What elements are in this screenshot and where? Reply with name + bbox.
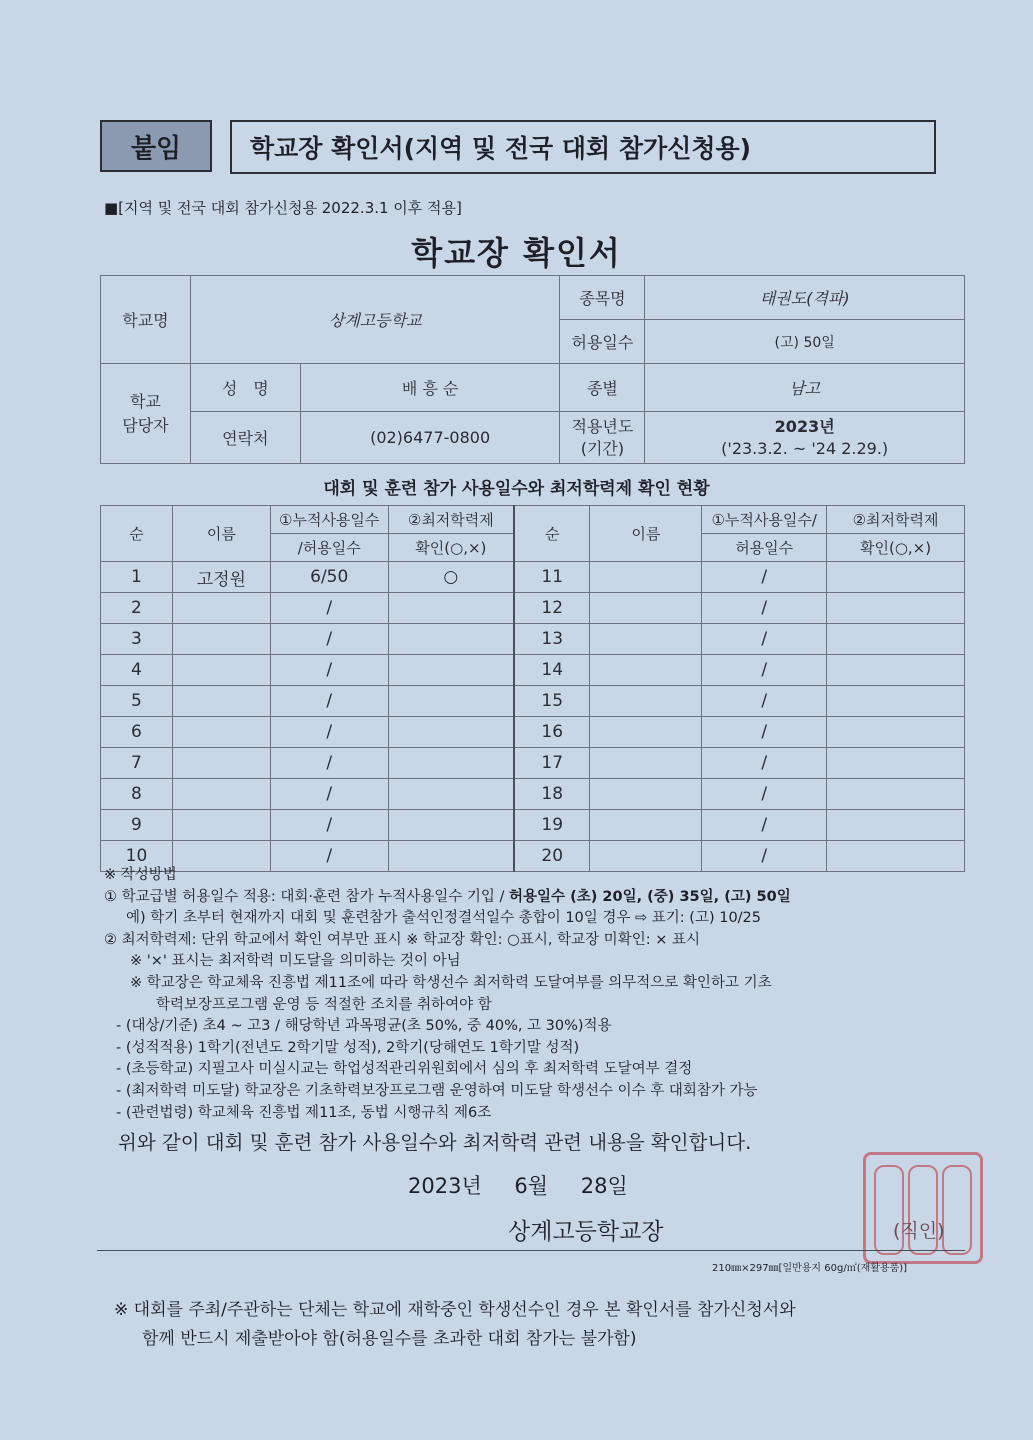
instruction-bold: 허용일수 (초) 20일, (중) 35일, (고) 50일 bbox=[509, 888, 791, 905]
row-check-2 bbox=[827, 779, 965, 810]
row-no-2: 17 bbox=[514, 748, 590, 779]
row-check-2 bbox=[827, 655, 965, 686]
instruction-line: - (관련법령) 학교체육 진흥법 제11조, 동법 시행규칙 제6조 bbox=[116, 1104, 492, 1121]
row-check-2 bbox=[827, 624, 965, 655]
header-min-2: 확인(○,×) bbox=[388, 534, 514, 562]
row-no-2: 12 bbox=[514, 593, 590, 624]
contact-value: (02)6477-0800 bbox=[300, 412, 560, 464]
seal-label: (직인) bbox=[893, 1220, 945, 1242]
row-no-2: 16 bbox=[514, 717, 590, 748]
year-value-line2: ('23.3.2. ~ '24 2.29.) bbox=[721, 438, 889, 458]
row-no-2: 18 bbox=[514, 779, 590, 810]
header-no-2: 순 bbox=[514, 506, 590, 562]
instruction-line: 예) 학기 초부터 현재까지 대회 및 훈련참가 출석인정결석일수 총합이 10일 경우 ⇨ 표기: (고) 10/25 bbox=[126, 910, 762, 927]
row-days: / bbox=[270, 779, 388, 810]
seal-glyph bbox=[942, 1165, 972, 1255]
submission-note bbox=[114, 1296, 796, 1354]
row-name bbox=[172, 779, 270, 810]
row-days-2: / bbox=[702, 779, 827, 810]
row-check bbox=[388, 717, 514, 748]
year-value bbox=[645, 412, 965, 464]
row-days-2: / bbox=[702, 593, 827, 624]
row-days-2: / bbox=[702, 810, 827, 841]
row-days: / bbox=[270, 686, 388, 717]
row-check bbox=[388, 624, 514, 655]
row-no: 10 bbox=[101, 841, 173, 872]
row-no: 5 bbox=[101, 686, 173, 717]
row-days-2: / bbox=[702, 686, 827, 717]
row-name-2 bbox=[590, 779, 702, 810]
sport-value: 태권도(격파) bbox=[645, 276, 965, 320]
year-label bbox=[560, 412, 645, 464]
row-name bbox=[172, 593, 270, 624]
table-row bbox=[101, 686, 965, 717]
document-date: 2023년 6월 28일 bbox=[408, 1174, 628, 1198]
info-table bbox=[100, 275, 965, 464]
row-no-2: 11 bbox=[514, 562, 590, 593]
row-days: / bbox=[270, 810, 388, 841]
roster-subtitle: 대회 및 훈련 참가 사용일수와 최저학력제 확인 현황 bbox=[323, 479, 710, 499]
header-days-1: ①누적사용일수 bbox=[270, 506, 388, 534]
header-days-2: /허용일수 bbox=[270, 534, 388, 562]
attachment-label: 붙임 bbox=[100, 120, 212, 172]
type-label: 종별 bbox=[560, 364, 645, 412]
instruction-line: ※ 학교장은 학교체육 진흥법 제11조에 따라 학생선수 최저학력 도달여부를 의무적으로 확인하고 기초 bbox=[130, 974, 772, 991]
row-check bbox=[388, 810, 514, 841]
row-check-2 bbox=[827, 748, 965, 779]
row-days-2: / bbox=[702, 562, 827, 593]
row-check bbox=[388, 655, 514, 686]
document-header-title: 학교장 확인서(지역 및 전국 대회 참가신청용) bbox=[230, 120, 936, 174]
row-name bbox=[172, 655, 270, 686]
row-name bbox=[172, 717, 270, 748]
table-row bbox=[101, 655, 965, 686]
header-days-1b: ①누적사용일수/ bbox=[702, 506, 827, 534]
name-label: 성 명 bbox=[190, 364, 300, 412]
divider bbox=[97, 1250, 965, 1251]
row-name bbox=[172, 748, 270, 779]
confirmation-statement: 위와 같이 대회 및 훈련 참가 사용일수와 최저학력 관련 내용을 확인합니다. bbox=[118, 1131, 752, 1154]
row-no-2: 15 bbox=[514, 686, 590, 717]
row-days: / bbox=[270, 593, 388, 624]
school-value: 상계고등학교 bbox=[190, 276, 560, 364]
table-row bbox=[101, 562, 965, 593]
row-name-2 bbox=[590, 562, 702, 593]
row-days: / bbox=[270, 717, 388, 748]
row-no: 1 bbox=[101, 562, 173, 593]
row-no: 6 bbox=[101, 717, 173, 748]
row-days: / bbox=[270, 655, 388, 686]
instructions bbox=[104, 865, 974, 1124]
row-days-2: / bbox=[702, 655, 827, 686]
row-name-2 bbox=[590, 624, 702, 655]
row-name bbox=[172, 686, 270, 717]
official-seal-stamp bbox=[863, 1152, 983, 1264]
row-no: 4 bbox=[101, 655, 173, 686]
instruction-text: ① 학교급별 허용일수 적용: 대회·훈련 참가 누적사용일수 기입 / bbox=[104, 888, 510, 905]
row-check-2 bbox=[827, 562, 965, 593]
row-no: 2 bbox=[101, 593, 173, 624]
header-min-1: ②최저학력제 bbox=[388, 506, 514, 534]
row-no: 9 bbox=[101, 810, 173, 841]
row-no-2: 13 bbox=[514, 624, 590, 655]
row-no-2: 20 bbox=[514, 841, 590, 872]
days-label: 허용일수 bbox=[560, 320, 645, 364]
row-check-2 bbox=[827, 593, 965, 624]
row-name-2 bbox=[590, 717, 702, 748]
row-days-2: / bbox=[702, 841, 827, 872]
header-no: 순 bbox=[101, 506, 173, 562]
row-no: 3 bbox=[101, 624, 173, 655]
instruction-line: - (초등학교) 지필고사 미실시교는 학업성적관리위원회에서 심의 후 최저학력 도달여부 결정 bbox=[116, 1061, 693, 1078]
header-min-1b: ②최저학력제 bbox=[827, 506, 965, 534]
sport-label: 종목명 bbox=[560, 276, 645, 320]
paper-spec: 210㎜×297㎜[일반용지 60g/㎡(재활용품)] bbox=[712, 1263, 908, 1274]
table-row bbox=[101, 779, 965, 810]
instruction-line: 학력보장프로그램 운영 등 적절한 조치를 취하여야 함 bbox=[156, 996, 492, 1013]
header-min-2b: 확인(○,×) bbox=[827, 534, 965, 562]
year-value-line1: 2023년 bbox=[774, 416, 835, 436]
row-name-2 bbox=[590, 686, 702, 717]
row-days-2: / bbox=[702, 717, 827, 748]
row-days: / bbox=[270, 841, 388, 872]
row-no: 7 bbox=[101, 748, 173, 779]
table-row bbox=[101, 810, 965, 841]
days-value: (고) 50일 bbox=[645, 320, 965, 364]
instruction-line: ② 최저학력제: 단위 학교에서 확인 여부만 표시 ※ 학교장 확인: ○표시, 학교장 미확인: × 표시 bbox=[104, 931, 700, 948]
page-title: 학교장 확인서 bbox=[411, 234, 622, 272]
row-check bbox=[388, 748, 514, 779]
row-check: ○ bbox=[388, 562, 514, 593]
row-days: / bbox=[270, 748, 388, 779]
roster-table bbox=[100, 505, 965, 872]
row-check bbox=[388, 686, 514, 717]
contact-label: 연락처 bbox=[190, 412, 300, 464]
row-days-2: / bbox=[702, 748, 827, 779]
row-check-2 bbox=[827, 717, 965, 748]
table-row bbox=[101, 593, 965, 624]
row-days: / bbox=[270, 624, 388, 655]
row-no-2: 14 bbox=[514, 655, 590, 686]
instruction-line: ※ '×' 표시는 최저학력 미도달을 의미하는 것이 아님 bbox=[130, 953, 461, 970]
manager-label: 학교 담당자 bbox=[101, 364, 191, 464]
header-name: 이름 bbox=[172, 506, 270, 562]
row-check bbox=[388, 593, 514, 624]
table-row bbox=[101, 717, 965, 748]
table-row bbox=[101, 748, 965, 779]
row-check-2 bbox=[827, 810, 965, 841]
header-name-2: 이름 bbox=[590, 506, 702, 562]
applicability-note: ■[지역 및 전국 대회 참가신청용 2022.3.1 이후 적용] bbox=[104, 199, 462, 217]
row-name-2 bbox=[590, 655, 702, 686]
instruction-line: - (최저학력 미도달) 학교장은 기초학력보장프로그램 운영하여 미도달 학생선수 이수 후 대회참가 가능 bbox=[116, 1082, 758, 1099]
header-days-2b: 허용일수 bbox=[702, 534, 827, 562]
instructions-title: ※ 작성방법 bbox=[104, 867, 177, 883]
row-name-2 bbox=[590, 810, 702, 841]
signer-name: 상계고등학교장 bbox=[508, 1219, 664, 1245]
instruction-line: - (성적적용) 1학기(전년도 2학기말 성적), 2학기(당해연도 1학기말 성적) bbox=[116, 1039, 580, 1056]
row-no-2: 19 bbox=[514, 810, 590, 841]
year-label-line2: (기간) bbox=[580, 438, 625, 458]
table-row bbox=[101, 624, 965, 655]
row-name bbox=[172, 624, 270, 655]
submission-note-line1: ※ 대회를 주최/주관하는 단체는 학교에 재학중인 학생선수인 경우 본 확인서를 참가신청서와 bbox=[114, 1300, 796, 1320]
row-days-2: / bbox=[702, 624, 827, 655]
instruction-line: - (대상/기준) 초4 ~ 고3 / 해당학년 과목평균(초 50%, 중 40%, 고 30%)적용 bbox=[116, 1018, 612, 1035]
instruction-line bbox=[104, 887, 974, 909]
row-check-2 bbox=[827, 686, 965, 717]
row-days: 6/50 bbox=[270, 562, 388, 593]
row-name: 고정원 bbox=[172, 562, 270, 593]
submission-note-line2: 함께 반드시 제출받아야 함(허용일수를 초과한 대회 참가는 불가함) bbox=[142, 1329, 637, 1349]
type-value: 남고 bbox=[645, 364, 965, 412]
name-value: 배 흥 순 bbox=[300, 364, 560, 412]
row-check bbox=[388, 779, 514, 810]
row-name bbox=[172, 810, 270, 841]
row-name-2 bbox=[590, 748, 702, 779]
row-no: 8 bbox=[101, 779, 173, 810]
school-label: 학교명 bbox=[101, 276, 191, 364]
row-name-2 bbox=[590, 593, 702, 624]
year-label-line1: 적용년도 bbox=[571, 416, 634, 436]
